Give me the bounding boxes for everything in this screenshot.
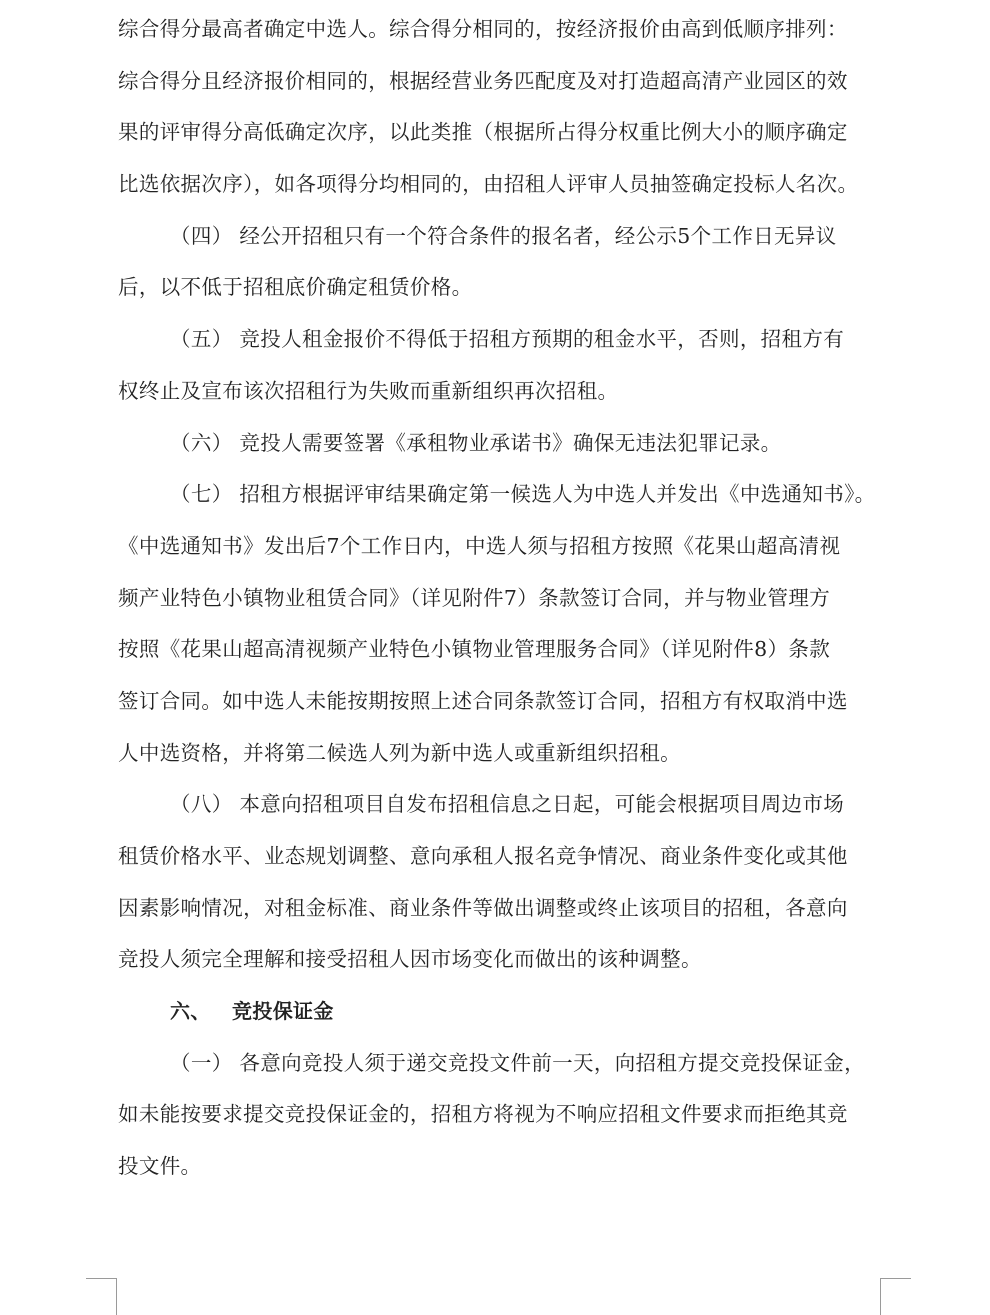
paragraph-line: 租赁价格水平、业态规划调整、意向承租人报名竞争情况、商业条件变化或其他 [118,844,848,868]
clause-4-line: （四） 经公开招租只有一个符合条件的报名者，经公示5个工作日无异议 [170,223,837,248]
clause-7-line: （七） 招租方根据评审结果确定第一候选人为中选人并发出《中选通知书》。 [170,482,876,507]
paragraph-line: 后，以不低于招租底价确定租赁价格。 [118,275,473,300]
paragraph-line: 果的评审得分高低确定次序，以此类推（根据所占得分权重比例大小的顺序确定 [118,120,848,145]
page-corner-mark-left [86,1278,117,1315]
paragraph-line: 频产业特色小镇物业租赁合同》（详见附件7）条款签订合同，并与物业管理方 [118,585,831,610]
paragraph-line: 综合得分最高者确定中选人。综合得分相同的，按经济报价由高到低顺序排列： [118,17,848,41]
paragraph-line: 人中选资格，并将第二候选人列为新中选人或重新组织招租。 [118,740,681,765]
section-number: 六、 [170,999,211,1024]
paragraph-line: 《中选通知书》发出后7个工作日内，中选人须与招租方按照《花果山超高清视 [118,533,841,558]
paragraph-line: 投文件。 [118,1154,202,1179]
clause-8-line: （八） 本意向招租项目自发布招租信息之日起，可能会根据项目周边市场 [170,792,845,817]
paragraph-line: 权终止及宣布该次招租行为失败而重新组织再次招租。 [118,378,619,403]
paragraph-line: 比选依据次序），如各项得分均相同的，由招租人评审人员抽签确定投标人名次。 [118,172,859,197]
paragraph-line: 签订合同。如中选人未能按期按照上述合同条款签订合同，招租方有权取消中选 [118,688,848,713]
page-corner-mark-right [880,1278,911,1315]
section-clause-1-line: （一） 各意向竞投人须于递交竞投文件前一天，向招租方提交竞投保证金， [170,1050,865,1075]
paragraph-line: 综合得分且经济报价相同的，根据经营业务匹配度及对打造超高清产业园区的效 [118,68,848,93]
clause-6-line: （六） 竞投人需要签署《承租物业承诺书》确保无违法犯罪记录。 [170,430,782,455]
document-body [118,4,888,1193]
paragraph-line: 竞投人须完全理解和接受招租人因市场变化而做出的该种调整。 [118,947,702,972]
paragraph-line: 按照《花果山超高清视频产业特色小镇物业管理服务合同》（详见附件8）条款 [118,637,831,662]
paragraph-line: 因素影响情况，对租金标准、商业条件等做出调整或终止该项目的招租，各意向 [118,895,848,920]
paragraph-line: 如未能按要求提交竞投保证金的，招租方将视为不响应招租文件要求而拒绝其竞 [118,1102,848,1127]
clause-5-line: （五） 竞投人租金报价不得低于招租方预期的租金水平，否则，招租方有 [170,327,845,352]
section-title: 竞投保证金 [232,999,334,1024]
section-heading [118,986,888,1038]
